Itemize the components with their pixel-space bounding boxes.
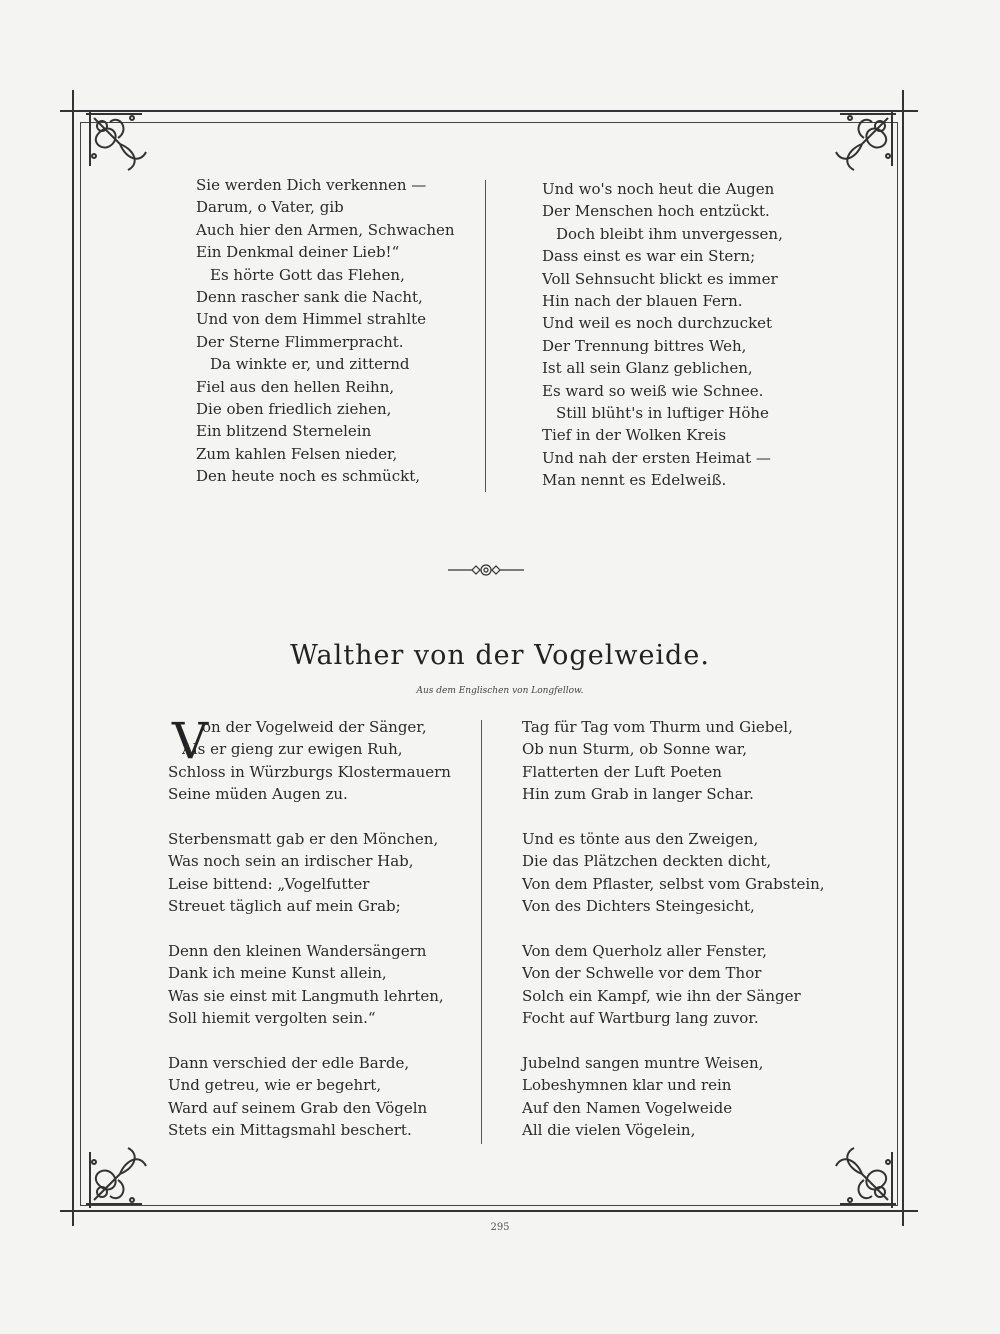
poem-line: Es hörte Gott das Flehen, bbox=[210, 265, 405, 284]
stanza-gap bbox=[522, 1030, 825, 1052]
poem-line: Dank ich meine Kunst allein, bbox=[168, 964, 387, 983]
poem-line: Jubelnd sangen muntre Weisen, bbox=[522, 1054, 764, 1073]
poem-line: Der Menschen hoch entzückt. bbox=[542, 202, 770, 221]
poem-line: Hin nach der blauen Fern. bbox=[542, 292, 743, 311]
poem-title: Walther von der Vogelweide. bbox=[290, 640, 710, 671]
drop-cap: V bbox=[172, 712, 209, 770]
corner-ornament-top-left bbox=[80, 104, 170, 194]
stanza-gap bbox=[168, 918, 451, 940]
poem-line: Der Sterne Flimmerpracht. bbox=[196, 332, 404, 351]
poem-line: Von des Dichters Steingesicht, bbox=[522, 897, 755, 916]
poem-line: Fiel aus den hellen Reihn, bbox=[196, 377, 395, 396]
poem-line: Ward auf seinem Grab den Vögeln bbox=[168, 1098, 428, 1117]
poem-line: Still blüht's in luftiger Höhe bbox=[556, 404, 769, 423]
poem-line: Die das Plätzchen deckten dicht, bbox=[522, 852, 772, 871]
poem-bottom-right-column bbox=[522, 716, 825, 1142]
poem-line: Der Trennung bittres Weh, bbox=[542, 336, 747, 355]
frame-bottom-rule bbox=[60, 1210, 918, 1212]
poem-line: Schloss in Würzburgs Klostermauern bbox=[168, 762, 451, 781]
stanza-gap bbox=[522, 806, 825, 828]
poem-line: Es ward so weiß wie Schnee. bbox=[542, 381, 764, 400]
column-divider-top bbox=[485, 180, 486, 492]
poem-line: Zum kahlen Felsen nieder, bbox=[196, 444, 398, 463]
poem-bottom-left-column bbox=[168, 738, 451, 1141]
stanza-gap bbox=[168, 806, 451, 828]
poem-line: Leise bittend: „Vogelfutter bbox=[168, 874, 370, 893]
poem-line: Auch hier den Armen, Schwachen bbox=[196, 220, 455, 239]
poem-line: Ob nun Sturm, ob Sonne war, bbox=[522, 740, 748, 759]
corner-ornament-bottom-right bbox=[812, 1124, 902, 1214]
poem-line: Denn rascher sank die Nacht, bbox=[196, 288, 423, 307]
poem-line: Stets ein Mittagsmahl beschert. bbox=[168, 1121, 412, 1140]
poem-line: Ist all sein Glanz geblichen, bbox=[542, 359, 753, 378]
poem-line: Als er gieng zur ewigen Ruh, bbox=[182, 740, 403, 759]
poem-subtitle: Aus dem Englischen von Longfellow. bbox=[416, 686, 584, 696]
poem-line: Seine müden Augen zu. bbox=[168, 785, 348, 804]
poem-line: All die vielen Vögelein, bbox=[522, 1121, 696, 1140]
poem-line: Focht auf Wartburg lang zuvor. bbox=[522, 1009, 759, 1028]
poem-line: Solch ein Kampf, wie ihn der Sänger bbox=[522, 986, 801, 1005]
poem-line: Und weil es noch durchzucket bbox=[542, 314, 773, 333]
poem-line: Dass einst es war ein Stern; bbox=[542, 247, 756, 266]
poem-line: Ein blitzend Sternelein bbox=[196, 422, 372, 441]
section-ornament bbox=[446, 562, 526, 578]
poem-line: Und nah der ersten Heimat — bbox=[542, 448, 771, 467]
poem-line: Streuet täglich auf mein Grab; bbox=[168, 897, 401, 916]
poem-line: Denn den kleinen Wandersängern bbox=[168, 942, 427, 961]
poem-line: Die oben friedlich ziehen, bbox=[196, 400, 392, 419]
frame-top-rule bbox=[60, 110, 918, 112]
poem-line: Von dem Querholz aller Fenster, bbox=[522, 942, 767, 961]
poem-line: Dann verschied der edle Barde, bbox=[168, 1054, 410, 1073]
poem-line: Von der Schwelle vor dem Thor bbox=[522, 964, 762, 983]
poem-line: Und es tönte aus den Zweigen, bbox=[522, 830, 759, 849]
stanza-gap bbox=[522, 918, 825, 940]
poem-line: Hin zum Grab in langer Schar. bbox=[522, 785, 754, 804]
poem-line: Den heute noch es schmückt, bbox=[196, 467, 420, 486]
poem-line: Ein Denkmal deiner Lieb!“ bbox=[196, 243, 400, 262]
poem-line: Was sie einst mit Langmuth lehrten, bbox=[168, 986, 444, 1005]
poem-line: Sie werden Dich verkennen — bbox=[196, 176, 427, 194]
poem-line: Lobeshymnen klar und rein bbox=[522, 1076, 732, 1095]
corner-ornament-bottom-left bbox=[80, 1124, 170, 1214]
page-number: 295 bbox=[490, 1222, 510, 1233]
poem-line: Und wo's noch heut die Augen bbox=[542, 180, 775, 198]
corner-ornament-top-right bbox=[812, 104, 902, 194]
poem-line: Sterbensmatt gab er den Mönchen, bbox=[168, 830, 439, 848]
poem-line: Von dem Pflaster, selbst vom Grabstein, bbox=[522, 874, 825, 893]
poem-line: Und von dem Himmel strahlte bbox=[196, 310, 427, 329]
poem-top-left-column bbox=[196, 174, 455, 488]
column-divider-bottom bbox=[481, 720, 482, 1144]
poem-line: Soll hiemit vergolten sein.“ bbox=[168, 1009, 376, 1028]
poem-top-right-column bbox=[542, 178, 783, 492]
poem-line: Was noch sein an irdischer Hab, bbox=[168, 852, 414, 871]
poem-line: Und getreu, wie er begehrt, bbox=[168, 1076, 382, 1095]
stanza-gap bbox=[168, 1030, 451, 1052]
poem-line: Auf den Namen Vogelweide bbox=[522, 1098, 733, 1117]
poem-line: Tief in der Wolken Kreis bbox=[542, 426, 727, 445]
poem-line: Man nennt es Edelweiß. bbox=[542, 471, 727, 490]
poem-line: Doch bleibt ihm unvergessen, bbox=[556, 224, 783, 243]
poem-line: Da winkte er, und zitternd bbox=[210, 355, 410, 374]
poem-line: on der Vogelweid der Sänger, bbox=[202, 718, 427, 736]
poem-line: Voll Sehnsucht blickt es immer bbox=[542, 269, 778, 288]
poem-first-line bbox=[202, 716, 427, 738]
poem-line: Darum, o Vater, gib bbox=[196, 198, 344, 217]
poem-line: Tag für Tag vom Thurm und Giebel, bbox=[522, 718, 793, 736]
poem-line: Flatterten der Luft Poeten bbox=[522, 762, 722, 781]
